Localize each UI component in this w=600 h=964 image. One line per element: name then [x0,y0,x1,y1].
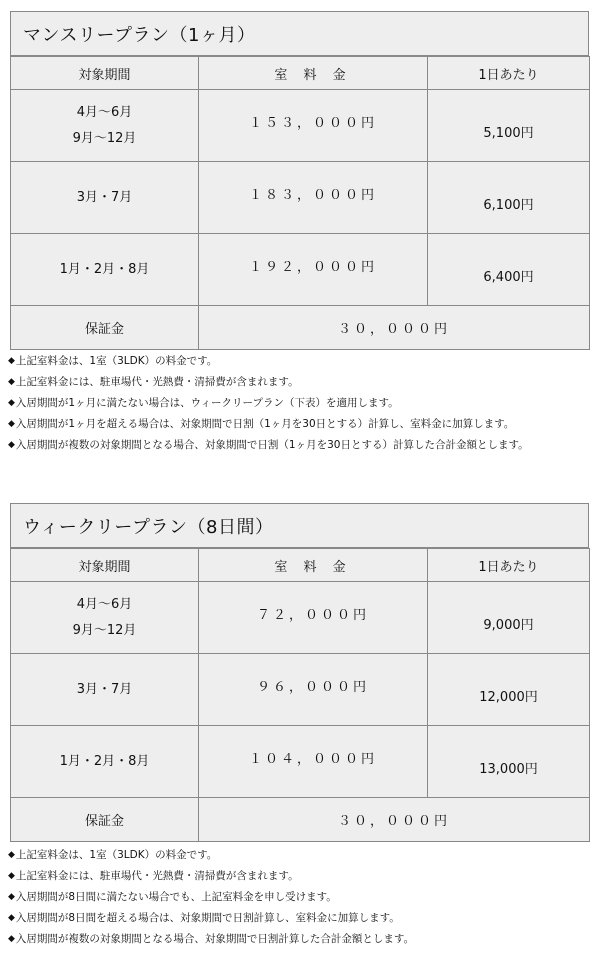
period-text: 4月～6月 [76,104,133,120]
note-item: ◆ 入居期間が1ヶ月に満たない場合は、ウィークリープラン（下表）を適用します。 [8,393,598,414]
note-item: ◆ 上記室料金は、1室（3LDK）の料金です。 [8,351,598,372]
note-item: ◆ 入居期間が8日間に満たない場合でも、上記室料金を申し受けます。 [8,887,598,908]
weekly-notes [8,845,598,950]
diamond-bullet-icon: ◆ [8,440,15,450]
table-row [11,654,590,726]
table-row [11,162,590,234]
per-day-value: 6,400円 [483,270,534,285]
weekly-plan-section [10,503,589,842]
per-day-cell [428,162,590,234]
deposit-row [11,306,590,350]
table-row [11,234,590,306]
note-item: ◆ 入居期間が1ヶ月を超える場合は、対象期間で日割（1ヶ月を30日とする）計算し、室料金に加算します。 [8,414,598,435]
note-item: ◆ 上記室料金には、駐車場代・光熱費・清掃費が含まれます。 [8,866,598,887]
diamond-bullet-icon: ◆ [8,871,15,881]
per-day-value: 13,000円 [479,762,538,777]
rent-value: １９２，０００円 [248,260,377,275]
per-day-cell [428,234,590,306]
rent-cell [199,90,428,162]
table-row [11,726,590,798]
diamond-bullet-icon: ◆ [8,892,15,902]
note-item: ◆ 入居期間が複数の対象期間となる場合、対象期間で日割計算した合計金額とします。 [8,929,598,950]
period-text: 3月・7月 [76,681,133,697]
per-day-value: 12,000円 [479,690,538,705]
per-day-cell [428,654,590,726]
monthly-notes [8,351,598,456]
period-text: 4月～6月 [76,596,133,612]
rent-cell [199,234,428,306]
period-cell [11,162,199,234]
diamond-bullet-icon: ◆ [8,913,15,923]
per-day-cell [428,726,590,798]
deposit-amount: ３０，０００円 [199,306,590,350]
header-period: 対象期間 [11,549,199,582]
deposit-row [11,798,590,842]
period-text: 1月・2月・8月 [59,753,150,769]
monthly-plan-title: マンスリープラン（1ヶ月） [10,11,589,56]
table-row [11,90,590,162]
rent-cell [199,726,428,798]
period-cell [11,234,199,306]
rent-value: ９６，０００円 [256,680,369,695]
monthly-plan-section [10,11,589,350]
header-rent: 室 料 金 [199,549,428,582]
rent-value: １８３，０００円 [248,188,377,203]
per-day-value: 9,000円 [483,618,534,633]
diamond-bullet-icon: ◆ [8,356,15,366]
deposit-label: 保証金 [11,306,199,350]
diamond-bullet-icon: ◆ [8,850,15,860]
diamond-bullet-icon: ◆ [8,934,15,944]
diamond-bullet-icon: ◆ [8,419,15,429]
rent-cell [199,582,428,654]
per-day-cell [428,90,590,162]
note-item: ◆ 上記室料金には、駐車場代・光熱費・清掃費が含まれます。 [8,372,598,393]
rent-value: １５３，０００円 [248,116,377,131]
rent-cell [199,654,428,726]
weekly-plan-title: ウィークリープラン（8日間） [10,503,589,548]
header-rent: 室 料 金 [199,57,428,90]
weekly-rate-table [10,548,590,842]
period-cell [11,726,199,798]
period-cell [11,582,199,654]
period-text: 9月～12月 [72,130,137,146]
per-day-value: 6,100円 [483,198,534,213]
table-header-row [11,57,590,90]
table-row [11,582,590,654]
table-header-row [11,549,590,582]
note-item: ◆ 入居期間が複数の対象期間となる場合、対象期間で日割（1ヶ月を30日とする）計算した合計金額とします。 [8,435,598,456]
period-text: 3月・7月 [76,189,133,205]
deposit-amount: ３０，０００円 [199,798,590,842]
rent-value: １０４，０００円 [248,752,377,767]
per-day-cell [428,582,590,654]
period-text: 9月～12月 [72,622,137,638]
diamond-bullet-icon: ◆ [8,398,15,408]
header-per-day: 1日あたり [428,549,590,582]
header-per-day: 1日あたり [428,57,590,90]
period-text: 1月・2月・8月 [59,261,150,277]
period-cell [11,654,199,726]
period-cell [11,90,199,162]
per-day-value: 5,100円 [483,126,534,141]
deposit-label: 保証金 [11,798,199,842]
header-period: 対象期間 [11,57,199,90]
note-item: ◆ 入居期間が8日間を超える場合は、対象期間で日割計算し、室料金に加算します。 [8,908,598,929]
rent-cell [199,162,428,234]
diamond-bullet-icon: ◆ [8,377,15,387]
monthly-rate-table [10,56,590,350]
note-item: ◆ 上記室料金は、1室（3LDK）の料金です。 [8,845,598,866]
rent-value: ７２，０００円 [256,608,369,623]
